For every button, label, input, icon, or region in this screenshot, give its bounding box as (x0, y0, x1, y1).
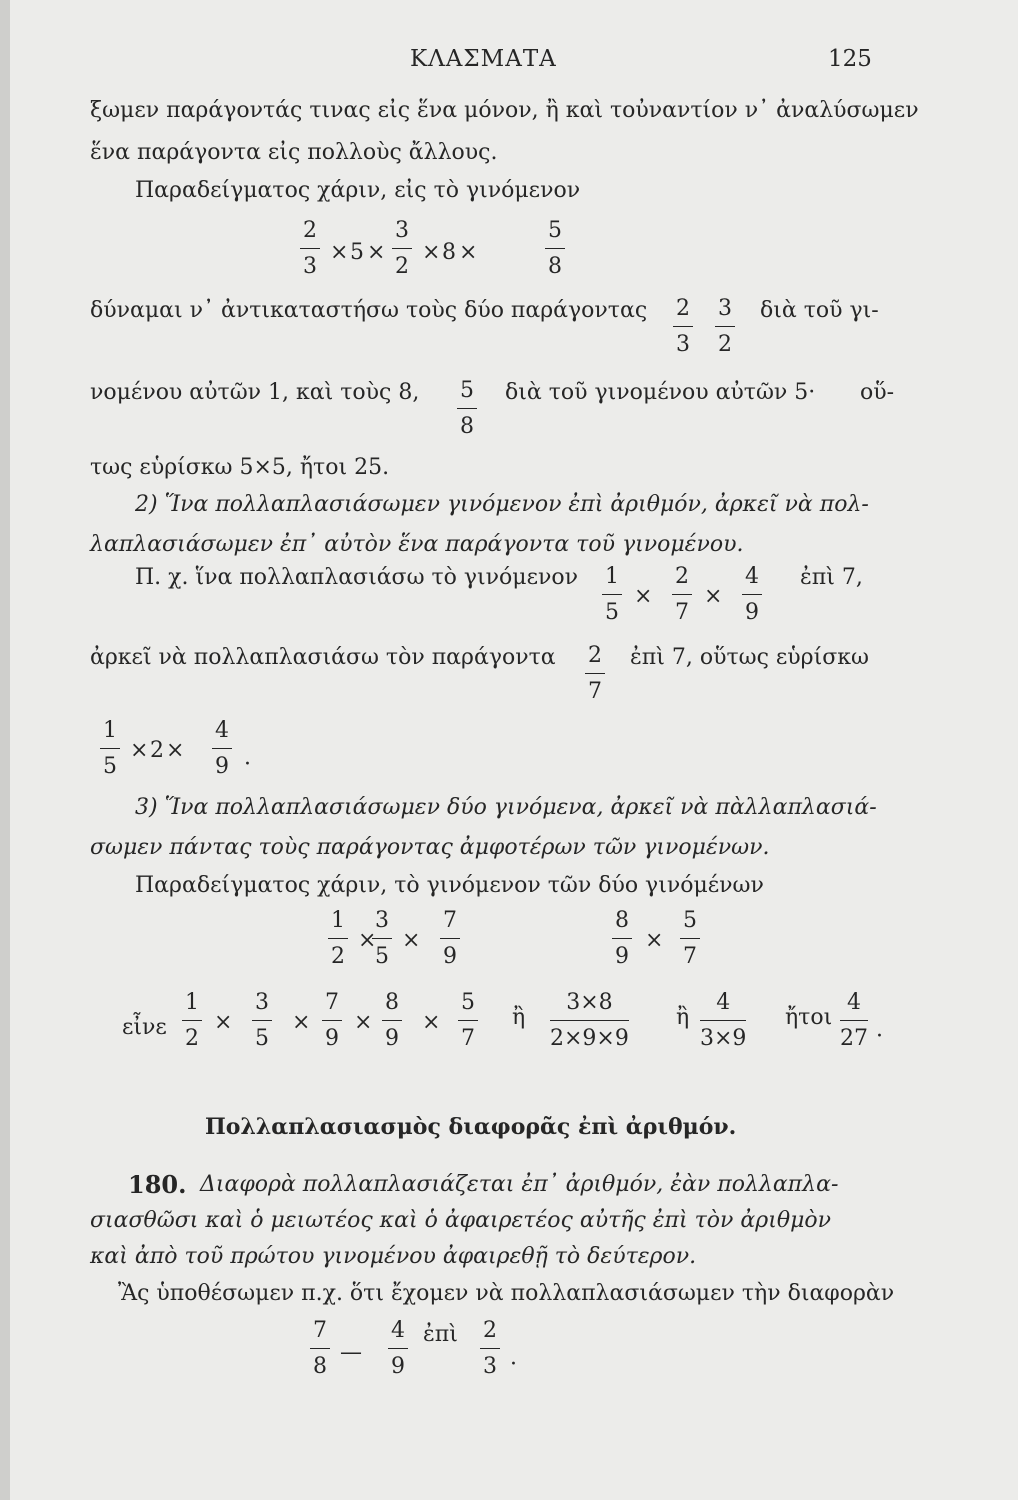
rule-text: 2) Ἵνα πολλαπλασιάσωμεν γινόμενον ἐπὶ ἀριθμόν, ἀρκεῖ νὰ πολ- (135, 492, 869, 517)
fraction: $\frac{4}{9}$ (212, 720, 232, 778)
fraction: $\frac{3}{2}$ (392, 220, 412, 278)
rule-text: 3) Ἵνα πολλαπλασιάσωμεν δύο γινόμενα, ἀρκεῖ νὰ πὰλλαπλασιά- (135, 795, 877, 820)
times-sign: × (459, 240, 478, 265)
fraction: $\frac{4}{27}$ (840, 990, 868, 1051)
fraction: $\frac{3}{5}$ (252, 992, 272, 1050)
times-sign: × (704, 584, 723, 609)
fraction: $\frac{2}{7}$ (585, 645, 605, 703)
fraction: $\frac{4}{3\times 9}$ (700, 990, 747, 1051)
fraction: $\frac{3\times 8}{2\times 9\times 9}$ (550, 990, 629, 1051)
times-sign: × (358, 928, 377, 953)
text-line: ἀρκεῖ νὰ πολλαπλασιάσω τὸν παράγοντα (90, 645, 556, 670)
fraction: $\frac{8}{9}$ (382, 992, 402, 1050)
rule-text: καὶ ἀπὸ τοῦ πρώτου γινομένου ἀφαιρεθῇ τὸ δεύτερον. (90, 1244, 697, 1269)
text-line: Παραδείγματος χάριν, τὸ γινόμενον τῶν δύο γινόμένων (135, 873, 764, 898)
text-line: ἐπὶ 7, οὕτως εὑρίσκω (630, 645, 869, 670)
text-line: διὰ τοῦ γινομένου αὐτῶν 5· (505, 380, 816, 405)
text-line: ξωμεν παράγοντάς τινας εἰς ἕνα μόνον, ἢ καὶ τοὐναντίον ν᾽ ἀναλύσωμεν (90, 98, 919, 123)
period: · (244, 752, 251, 777)
fraction: $\frac{7}{8}$ (310, 1320, 330, 1378)
fraction: $\frac{2}{3}$ (480, 1320, 500, 1378)
factor-number: 2 (150, 738, 164, 763)
text-line: νομένου αὐτῶν 1, καὶ τοὺς 8, (90, 380, 420, 405)
fraction: $\frac{5}{8}$ (545, 220, 565, 278)
page-number: 125 (828, 46, 872, 72)
times-sign: × (214, 1010, 233, 1035)
text-line: Π. χ. ἵνα πολλαπλασιάσω τὸ γινόμενον (135, 565, 578, 590)
period: · (510, 1352, 517, 1377)
fraction: $\frac{4}{9}$ (388, 1320, 408, 1378)
text-line: ἕνα παράγοντα εἰς πολλοὺς ἄλλους. (90, 140, 498, 165)
minus-sign: — (340, 1340, 362, 1365)
fraction: $\frac{1}{5}$ (602, 566, 622, 624)
fraction: $\frac{1}{2}$ (328, 910, 348, 968)
rule-text: Διαφορὰ πολλαπλασιάζεται ἐπ᾽ ἀριθμόν, ἐὰν πολλαπλα- (200, 1172, 839, 1197)
fraction: $\frac{4}{9}$ (742, 566, 762, 624)
section-heading: Πολλαπλασιασμὸς διαφορᾶς ἐπὶ ἀριθμόν. (205, 1114, 737, 1140)
text-line: ἐπὶ 7, (800, 565, 863, 590)
text-line: Ἂς ὑποθέσωμεν π.χ. ὅτι ἔχομεν νὰ πολλαπλασιάσωμεν τὴν διαφορὰν (118, 1281, 895, 1306)
times-sign: × (330, 240, 349, 265)
fraction: $\frac{2}{3}$ (673, 298, 693, 356)
times-sign: × (634, 584, 653, 609)
rule-text: σωμεν πάντας τοὺς παράγοντας ἀμφοτέρων τῶν γινομένων. (90, 835, 770, 860)
fraction: $\frac{7}{9}$ (440, 910, 460, 968)
fraction: $\frac{1}{5}$ (100, 720, 120, 778)
fraction: $\frac{3}{2}$ (715, 298, 735, 356)
times-sign: × (292, 1010, 311, 1035)
fraction: $\frac{1}{2}$ (182, 992, 202, 1050)
text-line: εἶνε (122, 1015, 167, 1040)
text-line: δύναμαι ν᾽ ἀντικαταστήσω τοὺς δύο παράγοντας (90, 298, 648, 323)
text-line: τως εὑρίσκω 5×5, ἤτοι 25. (90, 455, 390, 480)
fraction: $\frac{5}{7}$ (680, 910, 700, 968)
running-title: ΚΛΑΣΜΑΤΑ (410, 46, 557, 72)
fraction: $\frac{2}{7}$ (672, 566, 692, 624)
page-gutter (0, 0, 10, 1500)
factor-number: 5 (350, 240, 364, 265)
times-sign: × (645, 928, 664, 953)
fraction: $\frac{5}{7}$ (458, 992, 478, 1050)
period: · (876, 1024, 883, 1049)
factor-number: 8 (442, 240, 456, 265)
epi-word: ἐπὶ (423, 1322, 458, 1347)
text-line: Παραδείγματος χάριν, εἰς τὸ γινόμενον (135, 178, 581, 203)
times-sign: × (130, 738, 149, 763)
times-sign: × (422, 240, 441, 265)
text-line: διὰ τοῦ γι- (760, 298, 879, 323)
times-sign: × (402, 928, 421, 953)
section-number: 180. (128, 1170, 187, 1199)
or-word: ἢ (676, 1005, 690, 1030)
text-line: οὕ- (860, 380, 895, 405)
times-sign: × (166, 738, 185, 763)
fraction: $\frac{3}{5}$ (372, 910, 392, 968)
fraction: $\frac{5}{8}$ (457, 380, 477, 438)
fraction: $\frac{7}{9}$ (322, 992, 342, 1050)
fraction: $\frac{8}{9}$ (612, 910, 632, 968)
rule-text: σιασθῶσι καὶ ὁ μειωτέος καὶ ὁ ἀφαιρετέος αὐτῆς ἐπὶ τὸν ἀριθμὸν (90, 1208, 831, 1233)
times-sign: × (367, 240, 386, 265)
rule-text: λαπλασιάσωμεν ἐπ᾽ αὐτὸν ἕνα παράγοντα τοῦ γινομένου. (90, 532, 744, 557)
fraction: $\frac{2}{3}$ (300, 220, 320, 278)
times-sign: × (422, 1010, 441, 1035)
namely-word: ἤτοι (785, 1005, 833, 1030)
times-sign: × (354, 1010, 373, 1035)
or-word: ἢ (512, 1005, 526, 1030)
